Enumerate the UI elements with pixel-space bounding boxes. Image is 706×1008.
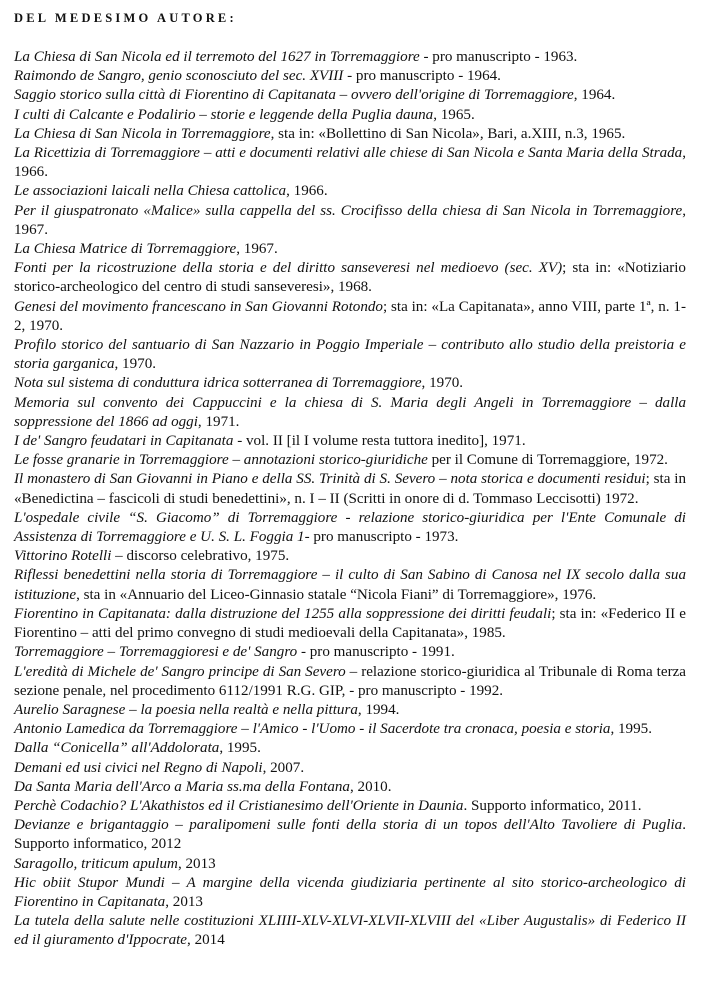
entry-details: per il Comune di Torremaggiore, 1972. (427, 452, 668, 469)
entry-title: Memoria sul convento dei Cappuccini e la chiesa di S. Maria degli Angeli in Torremaggiore – dalla soppressione del 1866 ad oggi (14, 394, 686, 430)
entry-details: , 2013 (177, 855, 216, 872)
entry-details: ; sta in: «Federico II e Fiorentino – atti del primo convegno di studi medioevali della Capitanata», 1985. (14, 605, 686, 642)
bibliography-entry (14, 547, 686, 566)
bibliography-entry (14, 759, 686, 778)
bibliography-entry (14, 240, 686, 259)
bibliography-entry (14, 336, 686, 374)
entry-title: Torremaggiore – Torremaggioresi e de' Sangro (14, 644, 298, 661)
entry-details: - pro manuscripto - 1973. (304, 529, 459, 546)
entry-title: I de' Sangro feudatari in Capitanata (14, 433, 234, 450)
entry-title: Da Santa Maria dell'Arco a Maria ss.ma della Fontana (14, 778, 350, 795)
entry-details: , 1964. (573, 87, 616, 104)
entry-details: , 2014 (187, 932, 225, 949)
bibliography-entry (14, 374, 686, 393)
entry-title: Genesi del movimento francescano in San Giovanni Rotondo (14, 298, 383, 315)
bibliography-entry (14, 566, 686, 604)
bibliography-entry (14, 470, 686, 508)
bibliography-entry (14, 509, 686, 547)
bibliography-entry (14, 701, 686, 720)
entry-title: Hic obiit Stupor Mundi – A margine della vicenda giudiziaria pertinente al sito storico-archeologico di Fiorentino in Capitanata (14, 874, 686, 910)
entry-title: L'ospedale civile “S. Giacomo” di Torremaggiore - relazione storico-giuridica per l'Ente Comunale di Assistenza di Torremaggiore e U. S. L. Foggia 1 (14, 509, 686, 546)
bibliography-entry (14, 912, 686, 950)
entry-title: La tutela della salute nelle costituzioni XLIIII-XLV-XLVI-XLVII-XLVIII del «Liber Augustalis» di Federico II ed il giuramento d'Ippocrate (14, 913, 686, 949)
entry-details: , 1966. (286, 183, 328, 200)
bibliography-entry (14, 643, 686, 662)
entry-title: Saggio storico sulla città di Fiorentino di Capitanata – ovvero dell'origine di Torremaggiore (14, 87, 574, 104)
bibliography-entry (14, 48, 686, 67)
entry-details: . Supporto informatico, 2011. (463, 797, 642, 814)
entry-title: Antonio Lamedica da Torremaggiore – l'Amico - l'Uomo - il Sacerdote tra cronaca, poesia e storia (14, 721, 611, 738)
entry-details: , 2013 (165, 893, 203, 910)
entry-details: ; sta in: «La Capitanata», anno VIII, parte 1ª, n. 1-2, 1970. (14, 298, 686, 334)
entry-details: , 2010. (349, 778, 392, 795)
entry-details: - pro manuscripto - 1964. (343, 68, 501, 85)
bibliography-entry (14, 67, 686, 86)
entry-title: La Chiesa di San Nicola in Torremaggiore (14, 125, 271, 142)
entry-details: , 1971. (197, 413, 240, 430)
entry-title: Fiorentino in Capitanata: dalla distruzione del 1255 alla soppressione dei diritti feudali (14, 605, 552, 622)
entry-title: Profilo storico del santuario di San Nazzario in Poggio Imperiale – contributo allo studio della preistoria e storia garganica (14, 337, 686, 373)
bibliography-entry (14, 202, 686, 240)
bibliography-entry (14, 259, 686, 297)
entry-details: , 2007. (262, 759, 305, 776)
bibliography-entry (14, 298, 686, 336)
entry-details: ; sta in «Benedictina – fascicoli di studi benedettini», n. I – II (Scritti in onore di d. Tommaso Leccisotti) 1972. (14, 471, 686, 507)
bibliography-entry (14, 605, 686, 643)
entry-title: Saragollo, triticum apulum (14, 855, 178, 872)
bibliography-entry (14, 778, 686, 797)
entry-title: Raimondo de Sangro, genio sconosciuto del sec. XVIII (14, 68, 344, 85)
entry-details: , 1965. (433, 106, 475, 123)
entry-title: Aurelio Saragnese – la poesia nella realtà e nella pittura (14, 701, 358, 718)
entry-title: Il monastero di San Giovanni in Piano e della SS. Trinità di S. Severo – nota storica e documenti residui (14, 471, 646, 488)
entry-title: I culti di Calcante e Podalirio – storie e leggende della Puglia dauna (14, 106, 434, 123)
entry-details: , 1967. (14, 202, 686, 238)
entry-details: - pro manuscripto - 1991. (297, 644, 455, 661)
bibliography-list (14, 48, 686, 951)
bibliography-entry (14, 432, 686, 451)
bibliography-entry (14, 144, 686, 182)
entry-title: La Chiesa Matrice di Torremaggiore (14, 241, 237, 258)
entry-title: Nota sul sistema di conduttura idrica sotterranea di Torremaggiore (14, 375, 422, 392)
entry-title: Vittorino Rotelli (14, 548, 112, 565)
entry-details: – relazione storico-giuridica al Tribunale di Roma terza sezione penale, nel procedimento 6112/1991 R.G. GIP, - pro manuscripto - 1992. (14, 663, 687, 699)
bibliography-entry (14, 106, 686, 125)
section-heading: DEL MEDESIMO AUTORE: (14, 11, 237, 25)
bibliography-entry (14, 855, 686, 874)
entry-title: L'eredità di Michele de' Sangro principe di San Severo (14, 663, 346, 680)
bibliography-entry (14, 874, 686, 912)
bibliography-entry (14, 451, 686, 470)
entry-details: , 1994. (357, 701, 400, 718)
bibliography-entry (14, 797, 686, 816)
entry-details: , sta in: «Bollettino di San Nicola», Bari, a.XIII, n.3, 1965. (270, 125, 626, 142)
bibliography-entry (14, 182, 686, 201)
bibliography-entry (14, 720, 686, 739)
entry-title: La Ricettizia di Torremaggiore – atti e documenti relativi alle chiese di San Nicola e Santa Maria della Strada (14, 145, 683, 162)
entry-details: , 1995. (219, 740, 261, 757)
entry-title: Perchè Codachio? L'Akathistos ed il Cristianesimo dell'Oriente in Daunia (14, 797, 464, 814)
entry-title: Devianze e brigantaggio – paralipomeni sulle fonti della storia di un topos dell'Alto Tavoliere di Puglia (14, 817, 683, 834)
bibliography-entry (14, 816, 686, 854)
entry-title: Per il giuspatronato «Malice» sulla cappella del ss. Crocifisso della chiesa di San Nicola in Torremaggiore (14, 202, 683, 219)
entry-details: , 1970. (114, 356, 157, 373)
entry-title: Fonti per la ricostruzione della storia e del diritto sanseveresi nel medioevo (sec. XV) (14, 260, 563, 277)
entry-details: – discorso celebrativo, 1975. (111, 548, 290, 565)
bibliography-entry (14, 125, 686, 144)
entry-details: . Supporto informatico, 2012 (14, 817, 686, 853)
entry-title: Demani ed usi civici nel Regno di Napoli (14, 759, 263, 776)
entry-details: , sta in «Annuario del Liceo-Ginnasio statale “Nicola Fiani” di Torremaggiore», 1976. (76, 586, 597, 603)
bibliography-entry (14, 394, 686, 432)
entry-details: , 1967. (236, 241, 278, 258)
bibliography-entry (14, 663, 686, 701)
entry-details: - vol. II [il I volume resta tuttora inedito], 1971. (233, 433, 526, 450)
entry-details: , 1995. (610, 721, 652, 738)
entry-title: La Chiesa di San Nicola ed il terremoto del 1627 in Torremaggiore (14, 49, 420, 65)
entry-details: , 1966. (14, 145, 686, 181)
bibliography-entry (14, 86, 686, 105)
entry-title: Le associazioni laicali nella Chiesa cattolica (14, 183, 287, 200)
entry-details: ; sta in: «Notiziario storico-archeologico del centro di studi sanseveresi», 1968. (14, 260, 686, 296)
entry-details: , 1970. (421, 375, 464, 392)
entry-details: - pro manuscripto - 1963. (419, 49, 578, 65)
entry-title: Dalla “Conicella” all'Addolorata (14, 740, 220, 757)
bibliography-entry (14, 739, 686, 758)
entry-title: Riflessi benedettini nella storia di Torremaggiore – il culto di San Sabino di Canosa nel IX secolo dalla sua istituzione (14, 567, 686, 603)
entry-title: Le fosse granarie in Torremaggiore – annotazioni storico-giuridiche (14, 452, 428, 469)
